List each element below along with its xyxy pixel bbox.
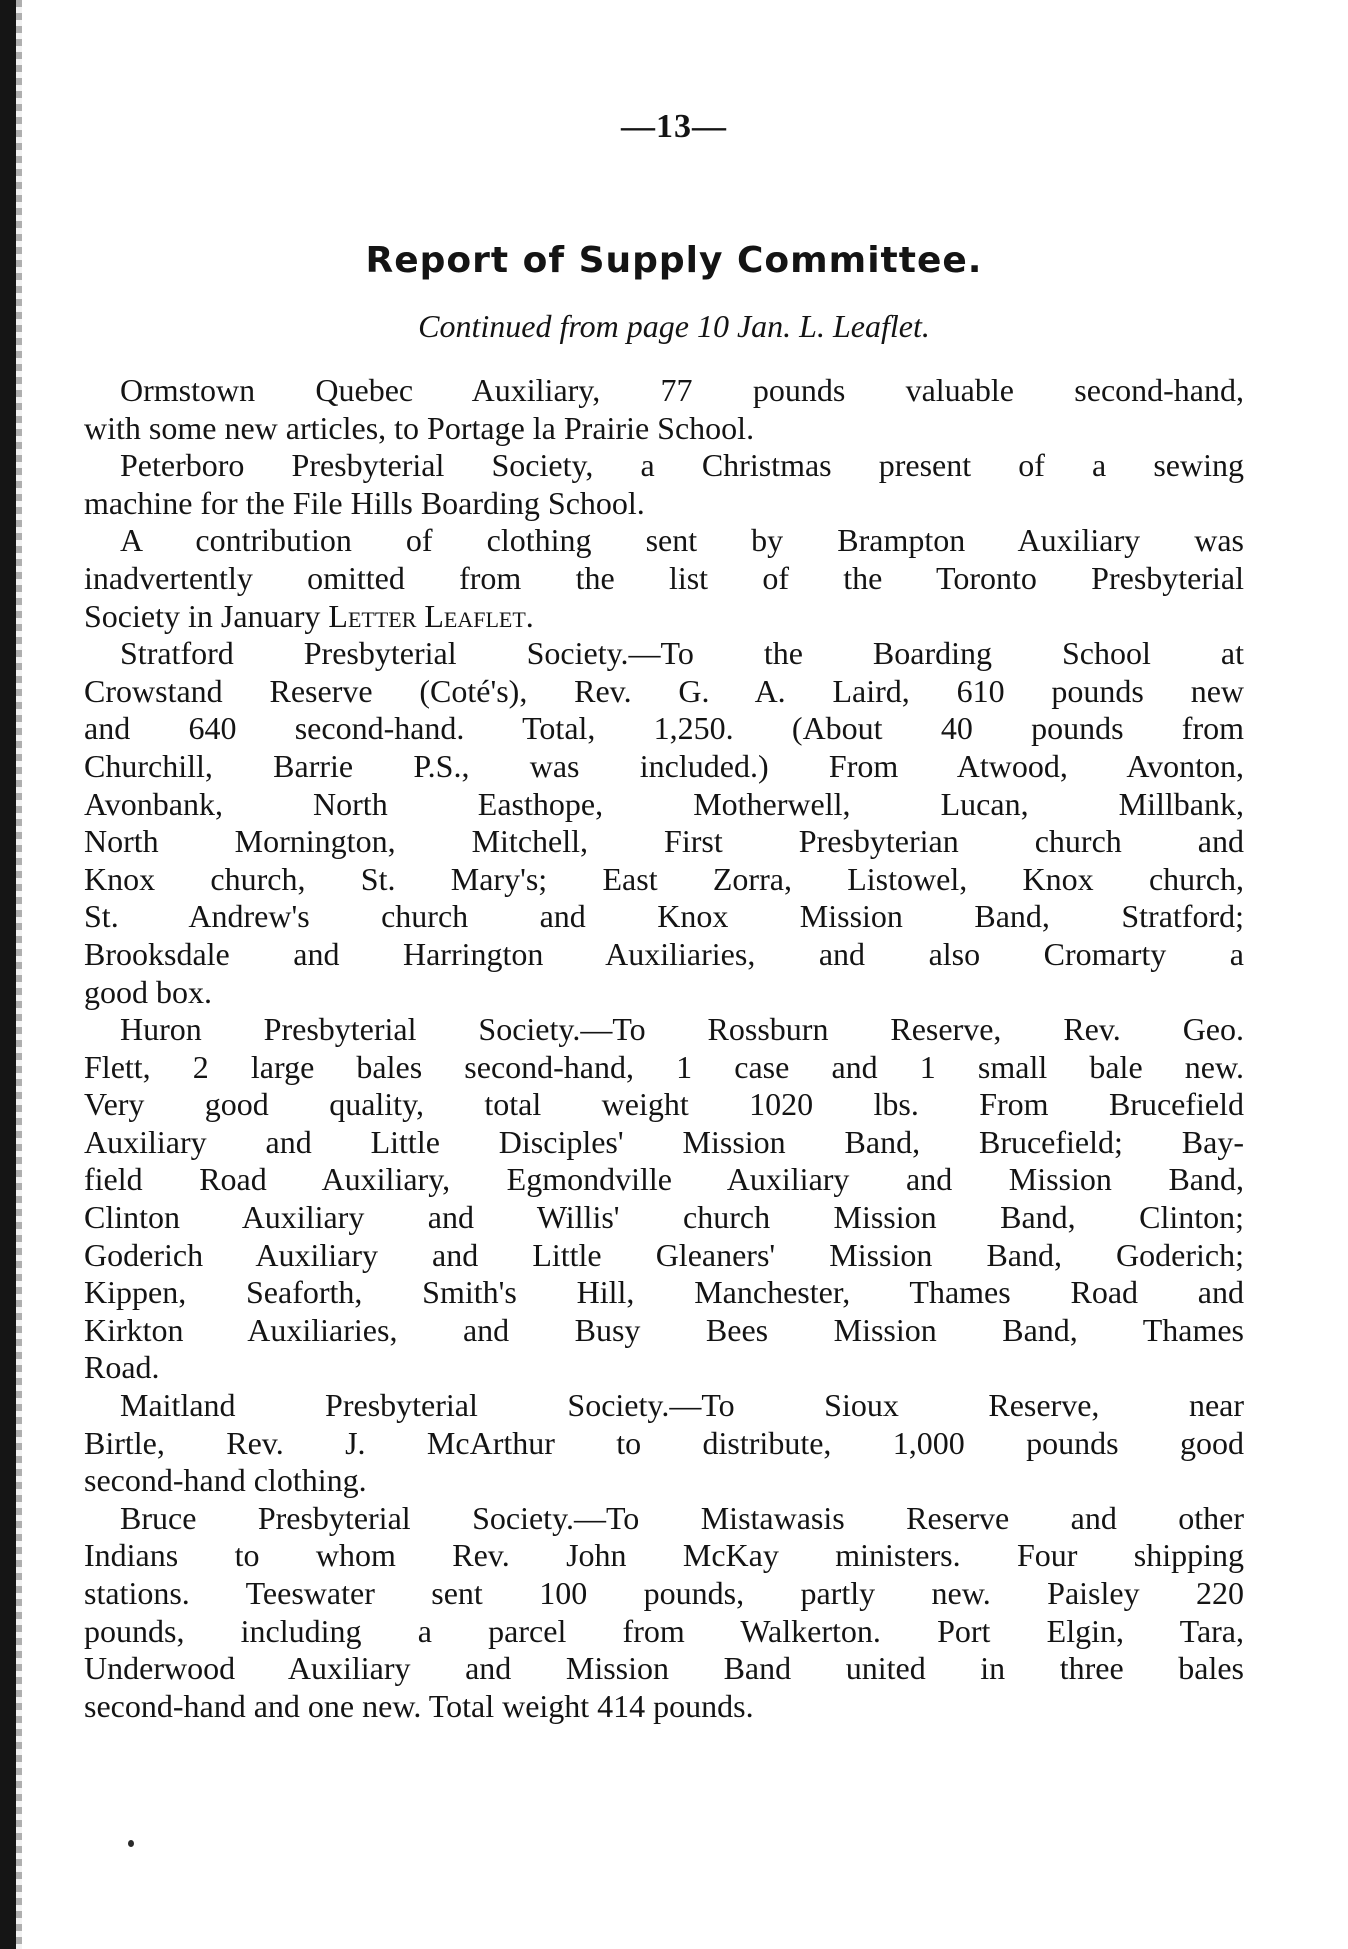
paragraph [84,372,1244,447]
page-number: —13— [621,108,727,145]
paragraph [84,1011,1244,1387]
page-binding-shadow [16,0,22,1949]
report-subtitle: Continued from page 10 Jan. L. Leaflet. [418,308,930,344]
text-line: second-hand clothing. [84,1462,367,1499]
small-caps-text: Letter Leaflet [328,597,526,634]
text-line: machine for the File Hills Boarding School. [84,484,645,521]
report-body [84,372,1244,1725]
report-title: Report of Supply Committee. [365,240,983,281]
text-line: Knox church, St. Mary's; East Zorra, Listowel, Knox church, [84,860,1244,897]
text-line: Brooksdale and Harrington Auxiliaries, and also Cromarty a [84,935,1244,972]
paragraph [84,1500,1244,1726]
text-line: Underwood Auxiliary and Mission Band united in three bales [84,1650,1244,1687]
paragraph [84,635,1244,1011]
text-line: Society in January Letter Leaflet. [84,597,534,634]
text-line: Stratford Presbyterial Society.—To the Boarding School at [120,635,1244,672]
text-line: Clinton Auxiliary and Willis' church Mission Band, Clinton; [84,1199,1244,1236]
text-line: Avonbank, North Easthope, Motherwell, Lucan, Millbank, [84,785,1244,822]
text-line: field Road Auxiliary, Egmondville Auxiliary and Mission Band, [84,1161,1244,1198]
text-line: Birtle, Rev. J. McArthur to distribute, 1,000 pounds good [84,1424,1244,1461]
text-line: Churchill, Barrie P.S., was included.) From Atwood, Avonton, [84,747,1244,784]
text-line: North Mornington, Mitchell, First Presbyterian church and [84,823,1244,860]
paragraph [84,447,1244,522]
text-line: Huron Presbyterial Society.—To Rossburn Reserve, Rev. Geo. [120,1011,1244,1048]
text-line: with some new articles, to Portage la Prairie School. [84,409,755,446]
print-speck [128,1840,134,1847]
text-line: Road. [84,1349,160,1386]
text-line: stations. Teeswater sent 100 pounds, partly new. Paisley 220 [84,1575,1244,1611]
text-line: Auxiliary and Little Disciples' Mission Band, Brucefield; Bay- [84,1123,1244,1160]
paragraph [84,1387,1244,1500]
paragraph [84,522,1244,635]
text-line: Bruce Presbyterial Society.—To Mistawasis Reserve and other [120,1499,1244,1536]
text-line: Crowstand Reserve (Coté's), Rev. G. A. Laird, 610 pounds new [84,672,1244,709]
text-line: and 640 second-hand. Total, 1,250. (About 40 pounds from [84,710,1244,747]
text-line: Maitland Presbyterial Society.—To Sioux Reserve, near [120,1387,1244,1424]
text-line: A contribution of clothing sent by Brampton Auxiliary was [120,522,1244,559]
text-line: Kippen, Seaforth, Smith's Hill, Manchester, Thames Road and [84,1274,1244,1311]
text-line: inadvertently omitted from the list of the Toronto Presbyterial [84,559,1244,596]
text-line: Goderich Auxiliary and Little Gleaners' Mission Band, Goderich; [84,1236,1244,1273]
text-line: second-hand and one new. Total weight 414 pounds. [84,1687,754,1724]
text-line: good box. [84,973,212,1010]
text-line: pounds, including a parcel from Walkerton. Port Elgin, Tara, [84,1612,1244,1649]
text-line: Flett, 2 large bales second-hand, 1 case and 1 small bale new. [84,1048,1244,1085]
text-line: Kirkton Auxiliaries, and Busy Bees Mission Band, Thames [84,1311,1244,1348]
text-line: Peterboro Presbyterial Society, a Christmas present of a sewing [120,447,1244,484]
page-binding-edge [0,0,16,1949]
text-line: Ormstown Quebec Auxiliary, 77 pounds valuable second-hand, [120,372,1244,408]
text-line: Very good quality, total weight 1020 lbs. From Brucefield [84,1086,1244,1123]
text-line: St. Andrew's church and Knox Mission Band, Stratford; [84,898,1244,935]
text-line: Indians to whom Rev. John McKay ministers. Four shipping [84,1537,1244,1574]
